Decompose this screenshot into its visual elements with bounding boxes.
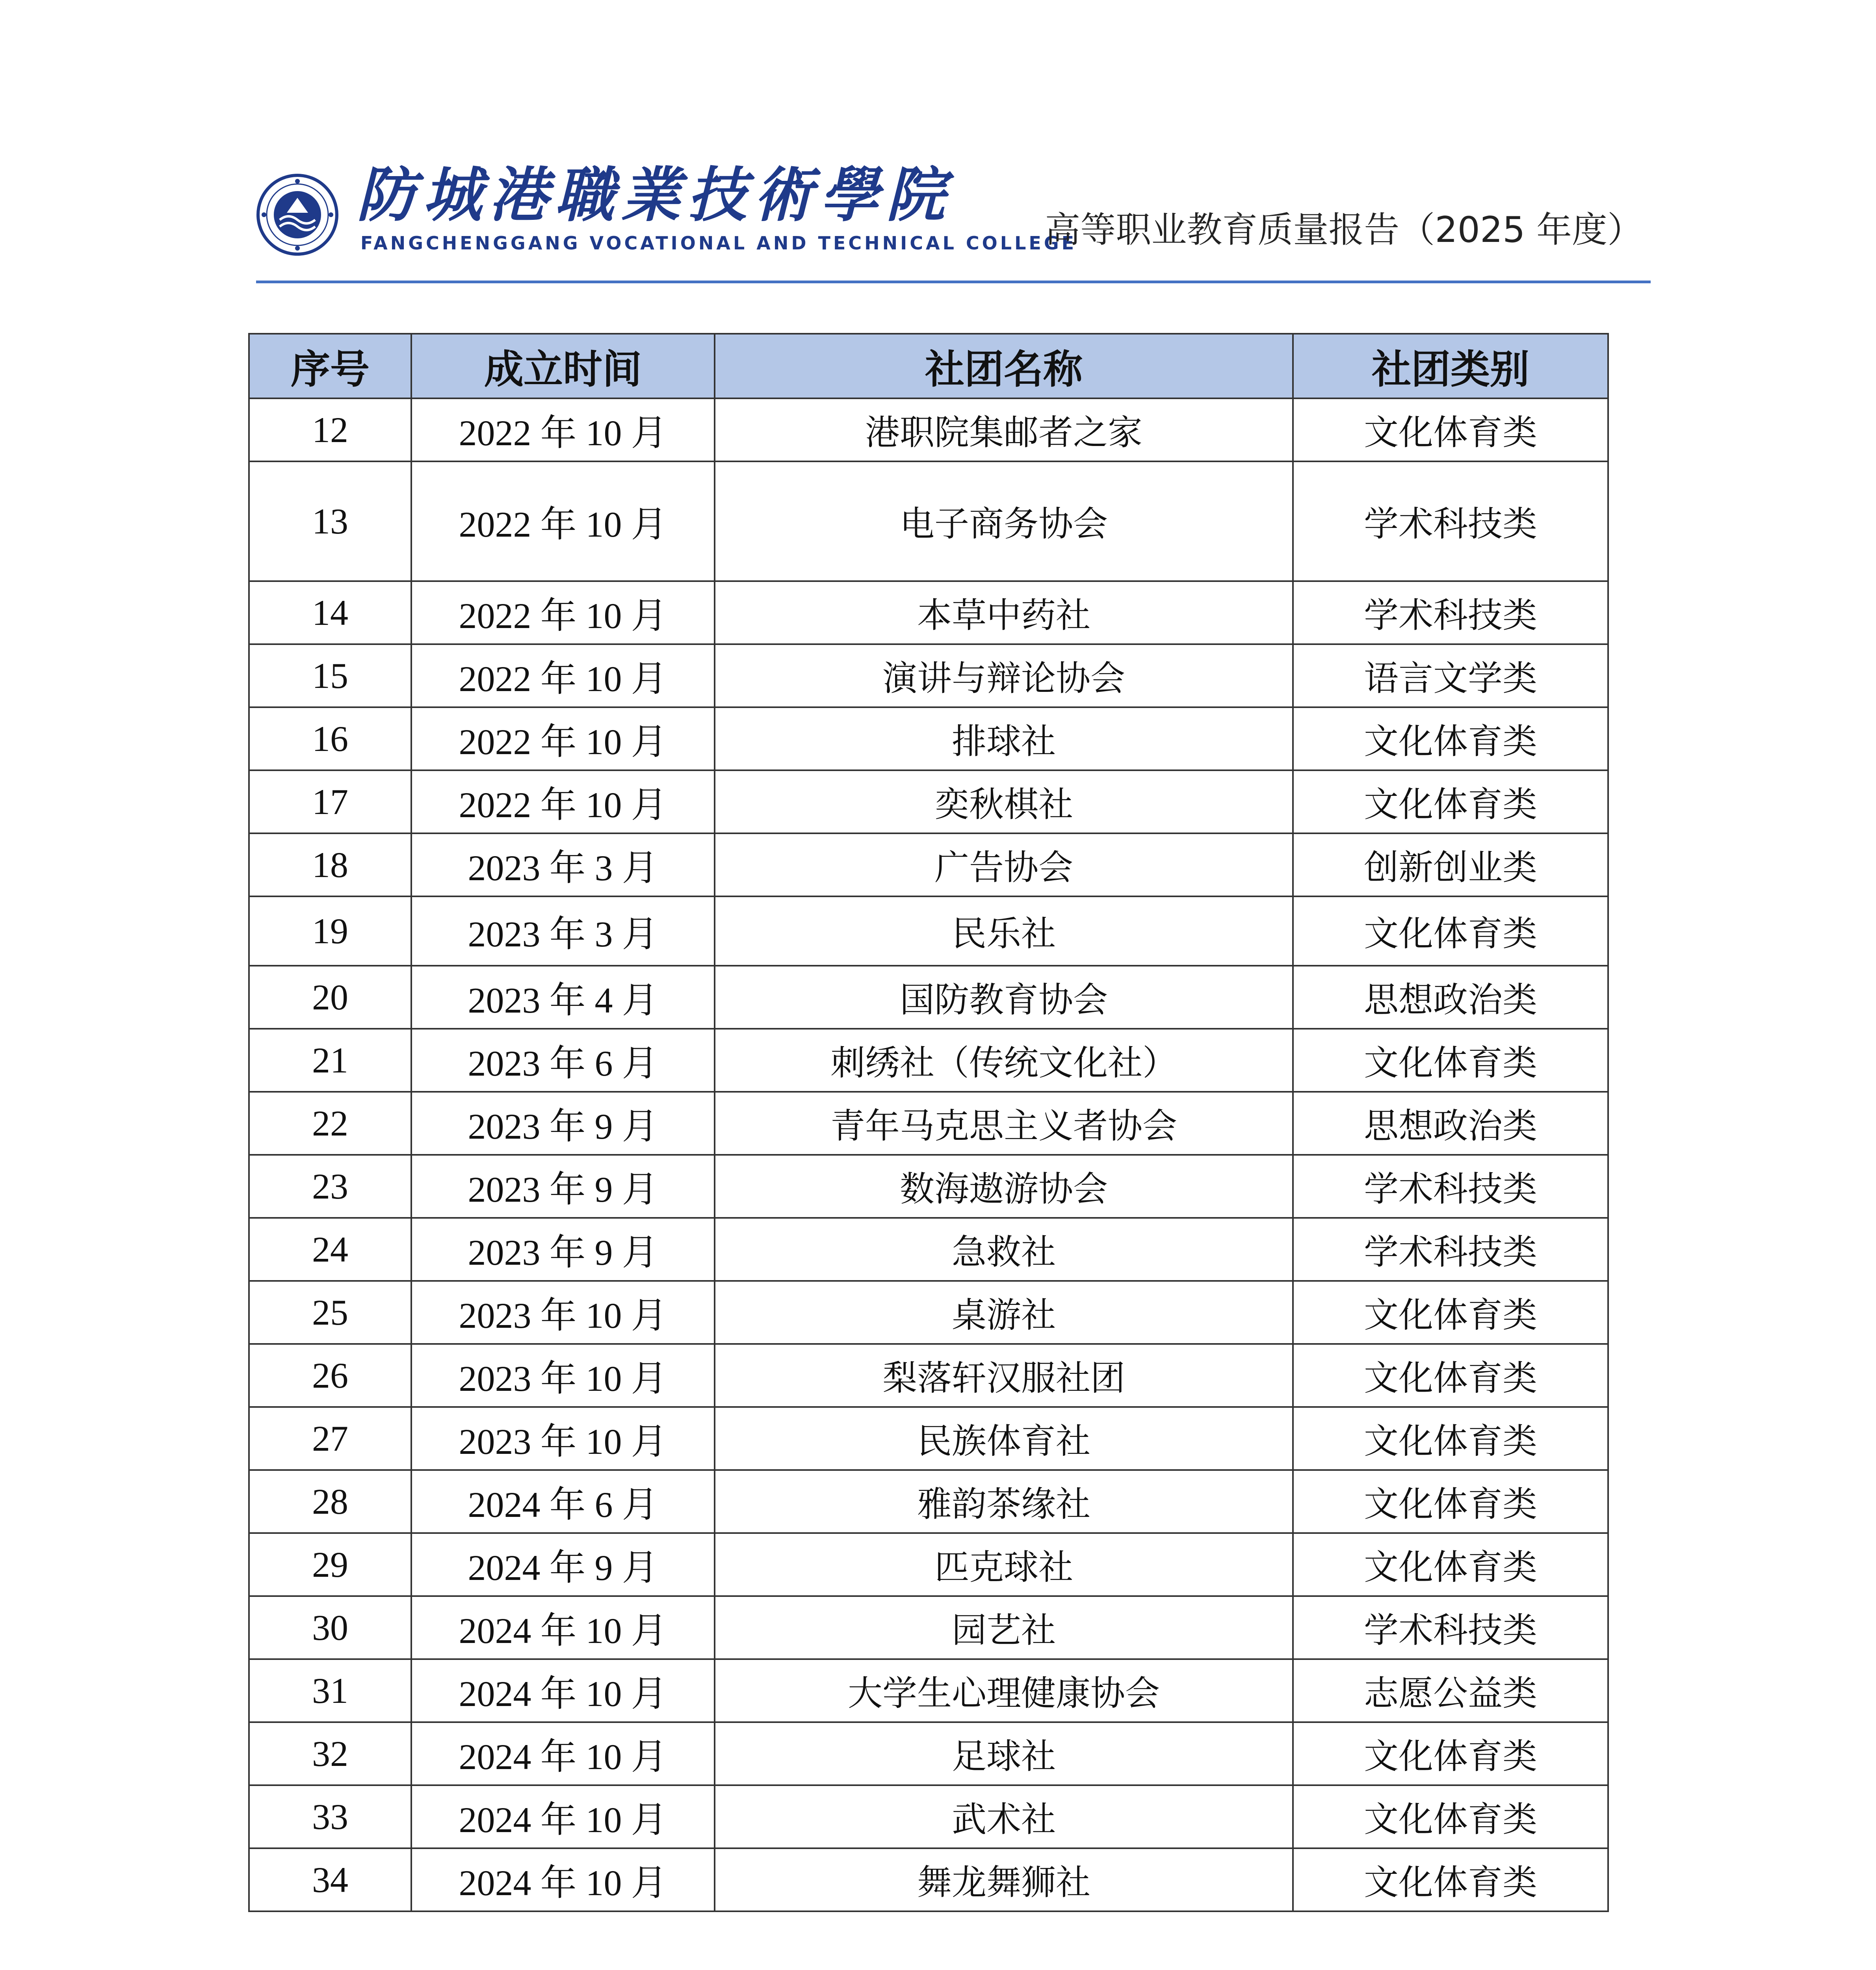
table-row: [249, 1218, 1608, 1281]
cell-founded: 2024 年 10 月: [411, 1596, 715, 1659]
cell-club-name: 民族体育社: [715, 1407, 1293, 1470]
cell-founded: 2024 年 10 月: [411, 1659, 715, 1722]
cell-index: 18: [249, 833, 411, 896]
table-row: [249, 1281, 1608, 1344]
cell-category: 学术科技类: [1293, 1596, 1608, 1659]
cell-category: 思想政治类: [1293, 1092, 1608, 1155]
cell-club-name: 急救社: [715, 1218, 1293, 1281]
cell-index: 16: [249, 707, 411, 770]
cell-index: 28: [249, 1470, 411, 1533]
report-title: 高等职业教育质量报告（2025 年度）: [1045, 209, 1643, 251]
cell-founded: 2024 年 6 月: [411, 1470, 715, 1533]
cell-index: 32: [249, 1722, 411, 1785]
cell-index: 27: [249, 1407, 411, 1470]
cell-category: 文化体育类: [1293, 1344, 1608, 1407]
column-header-club-name: 社团名称: [715, 334, 1293, 398]
cell-category: 文化体育类: [1293, 896, 1608, 966]
cell-founded: 2023 年 9 月: [411, 1218, 715, 1281]
cell-club-name: 刺绣社（传统文化社）: [715, 1029, 1293, 1092]
cell-club-name: 足球社: [715, 1722, 1293, 1785]
cell-index: 15: [249, 644, 411, 707]
cell-founded: 2023 年 9 月: [411, 1155, 715, 1218]
cell-founded: 2023 年 6 月: [411, 1029, 715, 1092]
cell-index: 34: [249, 1848, 411, 1911]
cell-category: 文化体育类: [1293, 770, 1608, 833]
table-row: [249, 1344, 1608, 1407]
cell-founded: 2023 年 3 月: [411, 896, 715, 966]
cell-founded: 2023 年 10 月: [411, 1407, 715, 1470]
cell-index: 30: [249, 1596, 411, 1659]
cell-index: 23: [249, 1155, 411, 1218]
table-row: [249, 707, 1608, 770]
cell-index: 33: [249, 1785, 411, 1848]
table-row: [249, 1029, 1608, 1092]
cell-club-name: 国防教育协会: [715, 966, 1293, 1029]
cell-index: 22: [249, 1092, 411, 1155]
column-header-index: 序号: [249, 334, 411, 398]
cell-club-name: 奕秋棋社: [715, 770, 1293, 833]
header-divider: [256, 281, 1651, 283]
cell-founded: 2022 年 10 月: [411, 644, 715, 707]
cell-club-name: 大学生心理健康协会: [715, 1659, 1293, 1722]
table-row: [249, 966, 1608, 1029]
table-row: [249, 644, 1608, 707]
cell-club-name: 雅韵茶缘社: [715, 1470, 1293, 1533]
column-header-founded: 成立时间: [411, 334, 715, 398]
table-row: [249, 1533, 1608, 1596]
cell-founded: 2024 年 10 月: [411, 1722, 715, 1785]
cell-category: 文化体育类: [1293, 1848, 1608, 1911]
cell-founded: 2024 年 10 月: [411, 1848, 715, 1911]
table-row: [249, 770, 1608, 833]
cell-index: 17: [249, 770, 411, 833]
cell-category: 文化体育类: [1293, 1029, 1608, 1092]
cell-category: 创新创业类: [1293, 833, 1608, 896]
cell-index: 20: [249, 966, 411, 1029]
table-row: [249, 1470, 1608, 1533]
cell-club-name: 梨落轩汉服社团: [715, 1344, 1293, 1407]
page-header: [256, 162, 1651, 280]
table-row: [249, 833, 1608, 896]
cell-category: 文化体育类: [1293, 1281, 1608, 1344]
cell-category: 学术科技类: [1293, 461, 1608, 581]
cell-club-name: 电子商务协会: [715, 461, 1293, 581]
cell-category: 文化体育类: [1293, 1785, 1608, 1848]
cell-club-name: 广告协会: [715, 833, 1293, 896]
column-header-category: 社团类别: [1293, 334, 1608, 398]
cell-index: 29: [249, 1533, 411, 1596]
cell-index: 12: [249, 398, 411, 461]
table-row: [249, 1659, 1608, 1722]
cell-founded: 2022 年 10 月: [411, 398, 715, 461]
cell-founded: 2024 年 9 月: [411, 1533, 715, 1596]
cell-category: 文化体育类: [1293, 1533, 1608, 1596]
table-row: [249, 398, 1608, 461]
table-row: [249, 1407, 1608, 1470]
cell-index: 24: [249, 1218, 411, 1281]
cell-founded: 2022 年 10 月: [411, 770, 715, 833]
cell-club-name: 武术社: [715, 1785, 1293, 1848]
cell-category: 文化体育类: [1293, 1722, 1608, 1785]
cell-index: 26: [249, 1344, 411, 1407]
cell-index: 19: [249, 896, 411, 966]
school-name-cn: 防城港職業技術學院: [357, 160, 953, 230]
table-header-row: [249, 334, 1608, 398]
cell-club-name: 演讲与辩论协会: [715, 644, 1293, 707]
table-row: [249, 461, 1608, 581]
table-row: [249, 1785, 1608, 1848]
cell-club-name: 青年马克思主义者协会: [715, 1092, 1293, 1155]
cell-category: 文化体育类: [1293, 707, 1608, 770]
cell-category: 学术科技类: [1293, 581, 1608, 644]
cell-founded: 2022 年 10 月: [411, 707, 715, 770]
cell-club-name: 本草中药社: [715, 581, 1293, 644]
cell-founded: 2024 年 10 月: [411, 1785, 715, 1848]
table-row: [249, 1596, 1608, 1659]
cell-index: 31: [249, 1659, 411, 1722]
cell-category: 文化体育类: [1293, 1470, 1608, 1533]
cell-club-name: 排球社: [715, 707, 1293, 770]
school-name-en: FANGCHENGGANG VOCATIONAL AND TECHNICAL COLLEGE: [360, 232, 1077, 254]
cell-founded: 2023 年 10 月: [411, 1281, 715, 1344]
club-table: [248, 333, 1609, 1912]
cell-club-name: 港职院集邮者之家: [715, 398, 1293, 461]
table-row: [249, 1092, 1608, 1155]
cell-founded: 2023 年 9 月: [411, 1092, 715, 1155]
cell-club-name: 园艺社: [715, 1596, 1293, 1659]
cell-founded: 2023 年 3 月: [411, 833, 715, 896]
cell-index: 14: [249, 581, 411, 644]
cell-category: 语言文学类: [1293, 644, 1608, 707]
cell-founded: 2023 年 10 月: [411, 1344, 715, 1407]
cell-club-name: 匹克球社: [715, 1533, 1293, 1596]
cell-founded: 2023 年 4 月: [411, 966, 715, 1029]
cell-club-name: 数海遨游协会: [715, 1155, 1293, 1218]
cell-index: 25: [249, 1281, 411, 1344]
cell-category: 文化体育类: [1293, 398, 1608, 461]
cell-founded: 2022 年 10 月: [411, 581, 715, 644]
college-seal-icon: [256, 173, 339, 256]
cell-category: 志愿公益类: [1293, 1659, 1608, 1722]
cell-category: 文化体育类: [1293, 1407, 1608, 1470]
table-row: [249, 1848, 1608, 1911]
cell-index: 21: [249, 1029, 411, 1092]
table-row: [249, 896, 1608, 966]
cell-index: 13: [249, 461, 411, 581]
cell-club-name: 舞龙舞狮社: [715, 1848, 1293, 1911]
cell-category: 思想政治类: [1293, 966, 1608, 1029]
table-row: [249, 1155, 1608, 1218]
cell-category: 学术科技类: [1293, 1218, 1608, 1281]
table-row: [249, 581, 1608, 644]
cell-club-name: 民乐社: [715, 896, 1293, 966]
cell-category: 学术科技类: [1293, 1155, 1608, 1218]
table-row: [249, 1722, 1608, 1785]
cell-club-name: 桌游社: [715, 1281, 1293, 1344]
cell-founded: 2022 年 10 月: [411, 461, 715, 581]
